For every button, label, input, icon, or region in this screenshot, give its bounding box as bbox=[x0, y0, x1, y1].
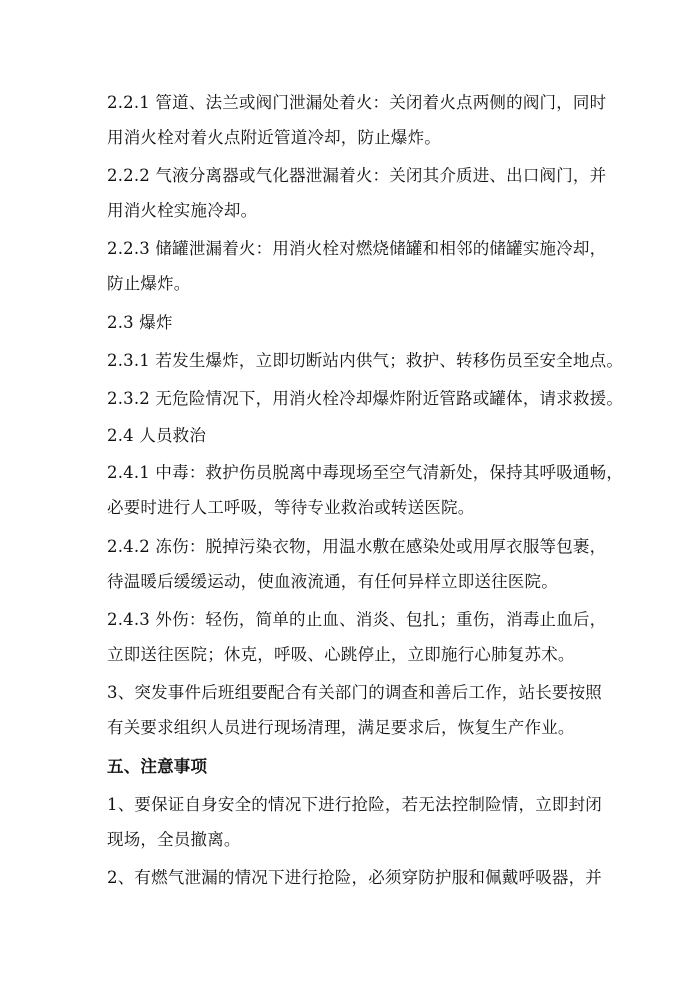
text-line-note-2: 2、有燃气泄漏的情况下进行抢险，必须穿防护服和佩戴呼吸器，并 bbox=[107, 868, 602, 887]
text-line-note-1: 1、要保证自身安全的情况下进行抢险，若无法控制险情，立即封闭 bbox=[107, 795, 602, 814]
section-heading-2-3: 2.3 爆炸 bbox=[107, 313, 173, 332]
section-heading-2-4: 2.4 人员救治 bbox=[107, 426, 207, 445]
text-line-2-2-3: 2.2.3 储罐泄漏着火：用消火栓对燃烧储罐和相邻的储罐实施冷却， bbox=[107, 239, 607, 258]
text-line-2-2-2-cont: 用消火栓实施冷却。 bbox=[107, 201, 258, 220]
text-line-2-4-1: 2.4.1 中毒：救护伤员脱离中毒现场至空气清新处，保持其呼吸通畅， bbox=[107, 463, 624, 482]
text-line-2-4-2-cont: 待温暖后缓缓运动，使血液流通，有任何异样立即送往医院。 bbox=[107, 572, 558, 591]
text-line-3: 3、突发事件后班组要配合有关部门的调查和善后工作，站长要按照 bbox=[107, 683, 602, 702]
text-line-2-3-1: 2.3.1 若发生爆炸，立即切断站内供气；救护、转移伤员至安全地点。 bbox=[107, 351, 624, 370]
text-line-3-cont: 有关要求组织人员进行现场清理，满足要求后，恢复生产作业。 bbox=[107, 718, 575, 737]
text-line-2-2-2: 2.2.2 气液分离器或气化器泄漏着火：关闭其介质进、出口阀门，并 bbox=[107, 166, 607, 185]
text-line-2-4-1-cont: 必要时进行人工呼吸，等待专业救治或转送医院。 bbox=[107, 498, 475, 517]
text-line-2-4-3: 2.4.3 外伤：轻伤，简单的止血、消炎、包扎；重伤，消毒止血后， bbox=[107, 610, 607, 629]
text-line-2-4-3-cont: 立即送往医院；休克，呼吸、心跳停止，立即施行心肺复苏术。 bbox=[107, 645, 575, 664]
text-line-2-2-1-cont: 用消火栓对着火点附近管道冷却，防止爆炸。 bbox=[107, 128, 441, 147]
text-line-2-3-2: 2.3.2 无危险情况下，用消火栓冷却爆炸附近管路或罐体，请求救援。 bbox=[107, 389, 624, 408]
text-line-2-4-2: 2.4.2 冻伤：脱掉污染衣物，用温水敷在感染处或用厚衣服等包裹， bbox=[107, 537, 607, 556]
section-heading-notes: 五、注意事项 bbox=[107, 757, 208, 776]
text-line-note-1-cont: 现场，全员撤离。 bbox=[107, 830, 241, 849]
text-line-2-2-3-cont: 防止爆炸。 bbox=[107, 274, 191, 293]
text-line-2-2-1: 2.2.1 管道、法兰或阀门泄漏处着火：关闭着火点两侧的阀门，同时 bbox=[107, 93, 607, 112]
